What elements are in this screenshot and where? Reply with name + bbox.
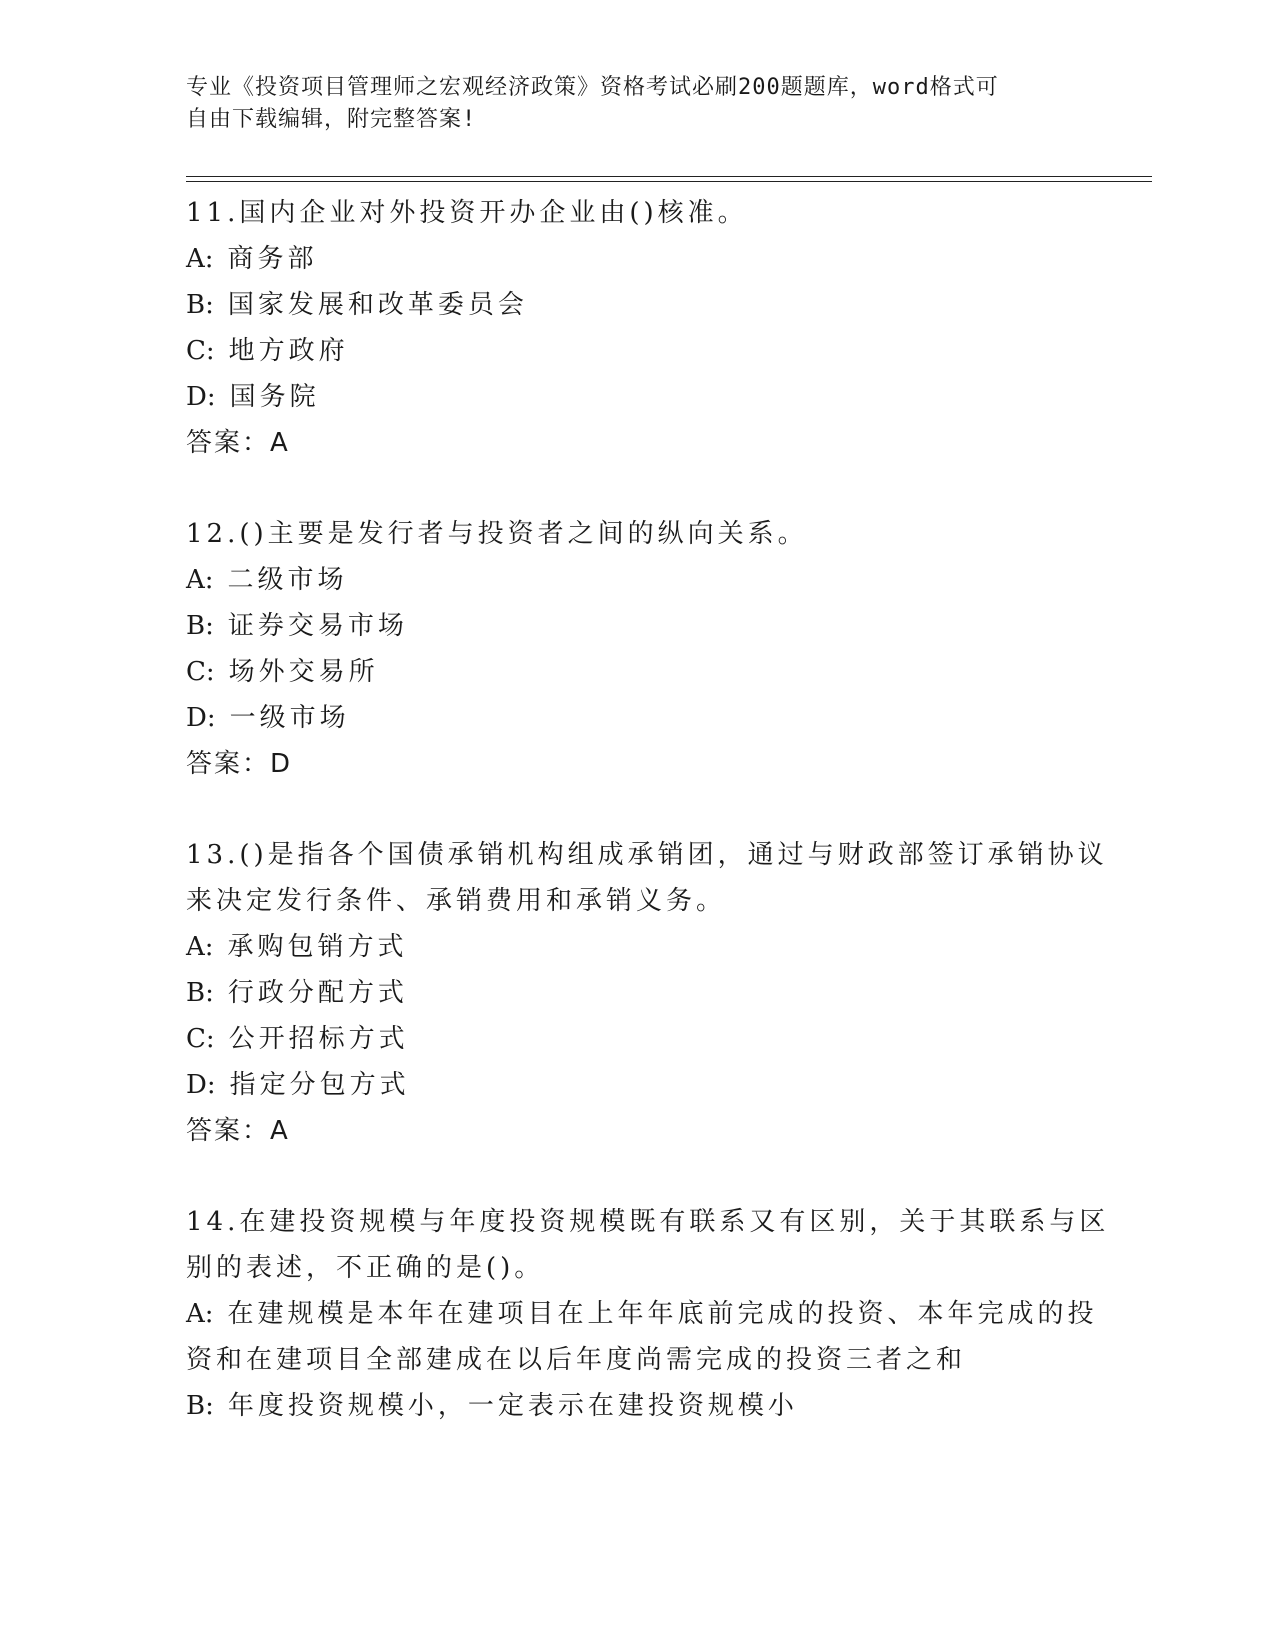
- option-line: [186, 695, 1086, 741]
- option-key: B:: [186, 611, 214, 641]
- option-text: 证券交易市场: [227, 611, 408, 641]
- header-divider-bottom: [186, 181, 1152, 182]
- question-text: 12.()主要是发行者与投资者之间的纵向关系。: [186, 519, 808, 549]
- document-header: [186, 72, 1066, 136]
- answer-label: 答案：A: [186, 1116, 290, 1146]
- option-key: D:: [186, 382, 216, 412]
- option-line: [186, 374, 1086, 420]
- option-key: B:: [186, 1391, 214, 1421]
- option-text: 一级市场: [229, 703, 350, 733]
- option-key: B:: [186, 978, 214, 1008]
- option-key: A:: [186, 932, 214, 962]
- option-line: [186, 236, 1086, 282]
- option-line: [186, 970, 1086, 1016]
- option-line: [186, 1016, 1086, 1062]
- answer-label: 答案：A: [186, 428, 290, 458]
- option-line: [186, 924, 1086, 970]
- option-line: [186, 1062, 1086, 1108]
- option-text: 资和在建项目全部建成在以后年度尚需完成的投资三者之和: [186, 1345, 967, 1375]
- header-line-2: 自由下载编辑，附完整答案!: [186, 107, 477, 132]
- option-key: D:: [186, 1070, 216, 1100]
- option-line: [186, 1337, 1086, 1383]
- question-block: [186, 1199, 1110, 1429]
- option-text: 行政分配方式: [227, 978, 408, 1008]
- question-block: [186, 190, 1086, 466]
- option-text: 指定分包方式: [229, 1070, 410, 1100]
- question-list: [186, 190, 1110, 1474]
- answer-label: 答案：D: [186, 749, 293, 779]
- option-text: 国务院: [229, 382, 320, 412]
- option-line: [186, 603, 1086, 649]
- option-line: [186, 328, 1086, 374]
- option-line: [186, 649, 1086, 695]
- option-key: C:: [186, 657, 215, 687]
- option-line: [186, 1291, 1098, 1337]
- option-line: [186, 282, 1086, 328]
- option-text: 商务部: [227, 244, 318, 274]
- option-key: D:: [186, 703, 216, 733]
- option-text: 场外交易所: [228, 657, 379, 687]
- question-text: 14.在建投资规模与年度投资规模既有联系又有区别，关于其联系与区: [186, 1207, 1110, 1237]
- question-text: 13.()是指各个国债承销机构组成承销团，通过与财政部签订承销协议: [186, 840, 1108, 870]
- question-block: [186, 511, 1086, 787]
- question-block: [186, 832, 1108, 1154]
- option-key: A:: [186, 244, 214, 274]
- option-text: 承购包销方式: [227, 932, 408, 962]
- option-key: B:: [186, 290, 214, 320]
- option-line: [186, 1383, 1086, 1429]
- option-text: 公开招标方式: [228, 1024, 409, 1054]
- option-line: [186, 557, 1086, 603]
- header-line-1: 专业《投资项目管理师之宏观经济政策》资格考试必刷200题题库，word格式可: [186, 75, 999, 100]
- option-text: 国家发展和改革委员会: [227, 290, 528, 320]
- question-text: 别的表述，不正确的是()。: [186, 1253, 545, 1283]
- option-text: 二级市场: [227, 565, 348, 595]
- option-key: A:: [186, 565, 214, 595]
- question-text: 11.国内企业对外投资开办企业由()核准。: [186, 198, 748, 228]
- option-text: 地方政府: [228, 336, 349, 366]
- header-divider-top: [186, 176, 1152, 177]
- option-text: 在建规模是本年在建项目在上年年底前完成的投资、本年完成的投: [227, 1299, 1098, 1329]
- option-text: 年度投资规模小，一定表示在建投资规模小: [227, 1391, 798, 1421]
- option-key: C:: [186, 1024, 215, 1054]
- option-key: C:: [186, 336, 215, 366]
- option-key: A:: [186, 1299, 214, 1329]
- question-text: 来决定发行条件、承销费用和承销义务。: [186, 886, 727, 916]
